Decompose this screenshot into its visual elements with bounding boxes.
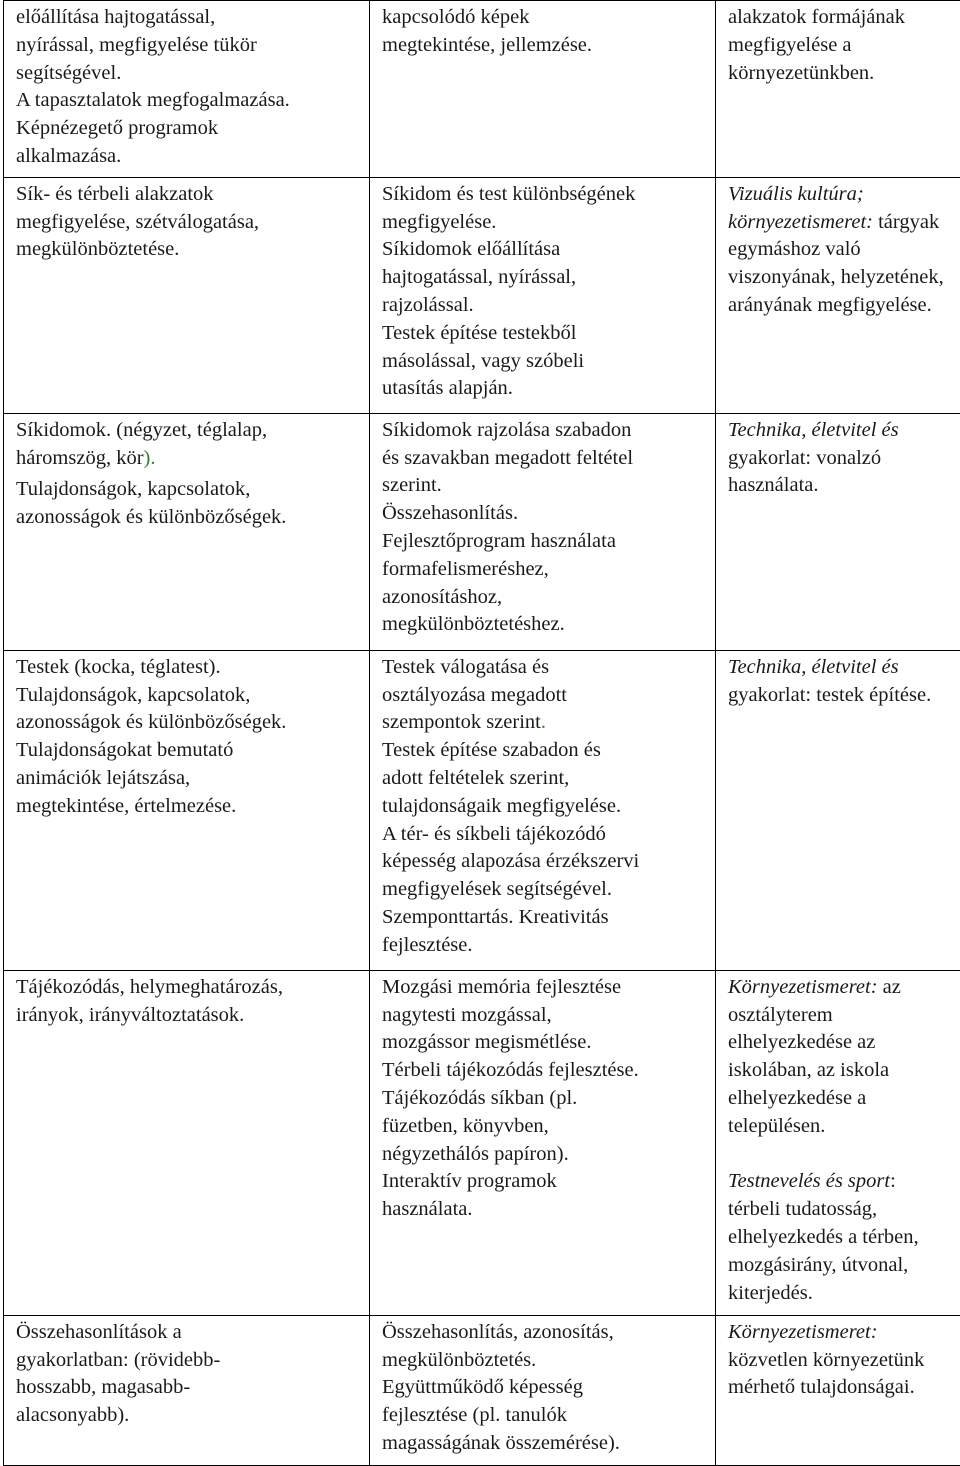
activity-line: fejlesztése.	[382, 932, 707, 960]
connection-line: közvetlen környezetünk	[728, 1347, 960, 1375]
activity-line: tulajdonságaik megfigyelése.	[382, 793, 707, 821]
table-row	[4, 650, 960, 970]
connection-cell	[716, 413, 960, 650]
activity-line: Szemponttartás. Kreativitás	[382, 904, 707, 932]
activity-line-end: .	[541, 711, 546, 733]
topic-line: Sík- és térbeli alakzatok	[16, 181, 361, 209]
connection-cell	[716, 650, 960, 970]
topic-line: A tapasztalatok megfogalmazása.	[16, 87, 361, 115]
activity-cell	[370, 413, 716, 650]
subject-label: Környezetismeret:	[728, 1319, 960, 1347]
activity-cell	[370, 970, 716, 1315]
table-row	[4, 970, 960, 1315]
table-row	[4, 1315, 960, 1465]
topic-line: Tulajdonságok, kapcsolatok,	[16, 476, 361, 504]
curriculum-table	[3, 0, 960, 1466]
activity-line: Testek válogatása és	[382, 654, 707, 682]
activity-line: A tér- és síkbeli tájékozódó	[382, 821, 707, 849]
activity-line: négyzethálós papíron).	[382, 1141, 707, 1169]
activity-line: azonosításhoz,	[382, 584, 707, 612]
activity-line: Testek építése testekből	[382, 320, 707, 348]
activity-line: nagytesti mozgással,	[382, 1002, 707, 1030]
activity-line: használata.	[382, 1196, 707, 1224]
activity-line: mozgássor megismétlése.	[382, 1029, 707, 1057]
topic-cell	[4, 970, 370, 1315]
topic-line: megfigyelése, szétválogatása,	[16, 209, 361, 237]
activity-line: Mozgási memória fejlesztése	[382, 974, 707, 1002]
topic-cell	[4, 1, 370, 178]
activity-line: adott feltételek szerint,	[382, 765, 707, 793]
connection-cell	[716, 1, 960, 178]
connection-line: az	[878, 976, 901, 998]
activity-line: másolással, vagy szóbeli	[382, 348, 707, 376]
activity-line: Testek építése szabadon és	[382, 737, 707, 765]
activity-line: Együttműködő képesség	[382, 1374, 707, 1402]
connection-line: környezetünkben.	[728, 60, 960, 88]
activity-line: és szavakban megadott feltétel	[382, 445, 707, 473]
connection-line: mérhető tulajdonságai.	[728, 1374, 960, 1402]
subject-colon: :	[890, 1170, 896, 1192]
activity-cell	[370, 1315, 716, 1465]
topic-line: alacsonyabb).	[16, 1402, 361, 1430]
activity-line: Fejlesztőprogram használata	[382, 528, 707, 556]
activity-line: fejlesztése (pl. tanulók	[382, 1402, 707, 1430]
activity-line: kapcsolódó képek	[382, 4, 707, 32]
connection-line: megfigyelése a	[728, 32, 960, 60]
connection-line: viszonyának, helyzetének,	[728, 264, 960, 292]
activity-line: formafelismeréshez,	[382, 556, 707, 584]
topic-line: azonosságok és különbözőségek.	[16, 709, 361, 737]
activity-line: megkülönböztetés.	[382, 1347, 707, 1375]
topic-line: alkalmazása.	[16, 143, 361, 171]
topic-cell	[4, 413, 370, 650]
topic-line: animációk lejátszása,	[16, 765, 361, 793]
subject-label: Technika, életvitel és	[728, 654, 960, 682]
connection-line: osztályterem	[728, 1002, 960, 1030]
connection-cell	[716, 177, 960, 413]
activity-cell	[370, 177, 716, 413]
activity-line: képesség alapozása érzékszervi	[382, 848, 707, 876]
topic-line: Tájékozódás, helymeghatározás,	[16, 974, 361, 1002]
topic-cell	[4, 177, 370, 413]
topic-cell	[4, 1315, 370, 1465]
activity-line: Síkidomok rajzolása szabadon	[382, 417, 707, 445]
topic-line: Tulajdonságok, kapcsolatok,	[16, 682, 361, 710]
table-row	[4, 1, 960, 178]
topic-line: nyírással, megfigyelése tükör	[16, 32, 361, 60]
connection-line: településen.	[728, 1113, 960, 1141]
connection-line: egymáshoz való	[728, 236, 960, 264]
table-row	[4, 177, 960, 413]
topic-line: azonosságok és különbözőségek.	[16, 504, 361, 532]
connection-cell	[716, 970, 960, 1315]
topic-line: Tulajdonságokat bemutató	[16, 737, 361, 765]
topic-line: segítségével.	[16, 60, 361, 88]
activity-line: megfigyelése.	[382, 209, 707, 237]
connection-line: tárgyak	[873, 211, 939, 233]
connection-line: mozgásirány, útvonal,	[728, 1252, 960, 1280]
connection-line: kiterjedés.	[728, 1280, 960, 1308]
activity-line: füzetben, könyvben,	[382, 1113, 707, 1141]
topic-line: előállítása hajtogatással,	[16, 4, 361, 32]
topic-line: Síkidomok. (négyzet, téglalap,	[16, 417, 361, 445]
activity-line: Síkidom és test különbségének	[382, 181, 707, 209]
activity-line: Összehasonlítás.	[382, 500, 707, 528]
connection-line: iskolában, az iskola	[728, 1057, 960, 1085]
topic-line: hosszabb, magasabb-	[16, 1374, 361, 1402]
subject-label: Technika, életvitel és	[728, 417, 960, 445]
activity-line: Összehasonlítás, azonosítás,	[382, 1319, 707, 1347]
activity-line: szerint.	[382, 472, 707, 500]
topic-line: Képnézegető programok	[16, 115, 361, 143]
activity-line: osztályozása megadott	[382, 682, 707, 710]
activity-line: utasítás alapján.	[382, 375, 707, 403]
activity-line: Tájékozódás síkban (pl.	[382, 1085, 707, 1113]
activity-line: Interaktív programok	[382, 1168, 707, 1196]
activity-line: megfigyelések segítségével.	[382, 876, 707, 904]
activity-line: szempontok szerint	[382, 711, 541, 733]
connection-line: térbeli tudatosság,	[728, 1196, 960, 1224]
table-row	[4, 413, 960, 650]
topic-line: gyakorlatban: (rövidebb-	[16, 1347, 361, 1375]
connection-line: elhelyezkedése a	[728, 1085, 960, 1113]
topic-line: megkülönböztetése.	[16, 236, 361, 264]
connection-line: gyakorlat: testek építése.	[728, 682, 960, 710]
activity-line: rajzolással.	[382, 292, 707, 320]
activity-line: magasságának összemérése).	[382, 1430, 707, 1458]
activity-cell	[370, 1, 716, 178]
connection-cell	[716, 1315, 960, 1465]
topic-line: Testek (kocka, téglatest).	[16, 654, 361, 682]
connection-line: alakzatok formájának	[728, 4, 960, 32]
subject-label: Vizuális kultúra;	[728, 181, 960, 209]
activity-line: megkülönböztetéshez.	[382, 611, 707, 639]
activity-line: Síkidomok előállítása	[382, 236, 707, 264]
connection-line: elhelyezkedése az	[728, 1029, 960, 1057]
subject-label: Testnevelés és sport	[728, 1170, 890, 1192]
connection-line: elhelyezkedés a térben,	[728, 1224, 960, 1252]
activity-cell	[370, 650, 716, 970]
connection-line: arányának megfigyelése.	[728, 292, 960, 320]
connection-line: használata.	[728, 472, 960, 500]
topic-line: megtekintése, értelmezése.	[16, 793, 361, 821]
activity-line: hajtogatással, nyírással,	[382, 264, 707, 292]
activity-line: Térbeli tájékozódás fejlesztése.	[382, 1057, 707, 1085]
activity-line: megtekintése, jellemzése.	[382, 32, 707, 60]
topic-line-end: ).	[144, 447, 156, 469]
topic-line: háromszög, kör	[16, 447, 144, 469]
topic-cell	[4, 650, 370, 970]
subject-label: Környezetismeret:	[728, 976, 878, 998]
subject-label: környezetismeret:	[728, 211, 873, 233]
topic-line: Összehasonlítások a	[16, 1319, 361, 1347]
connection-line: gyakorlat: vonalzó	[728, 445, 960, 473]
spacer	[728, 1141, 960, 1169]
topic-line: irányok, irányváltoztatások.	[16, 1002, 361, 1030]
